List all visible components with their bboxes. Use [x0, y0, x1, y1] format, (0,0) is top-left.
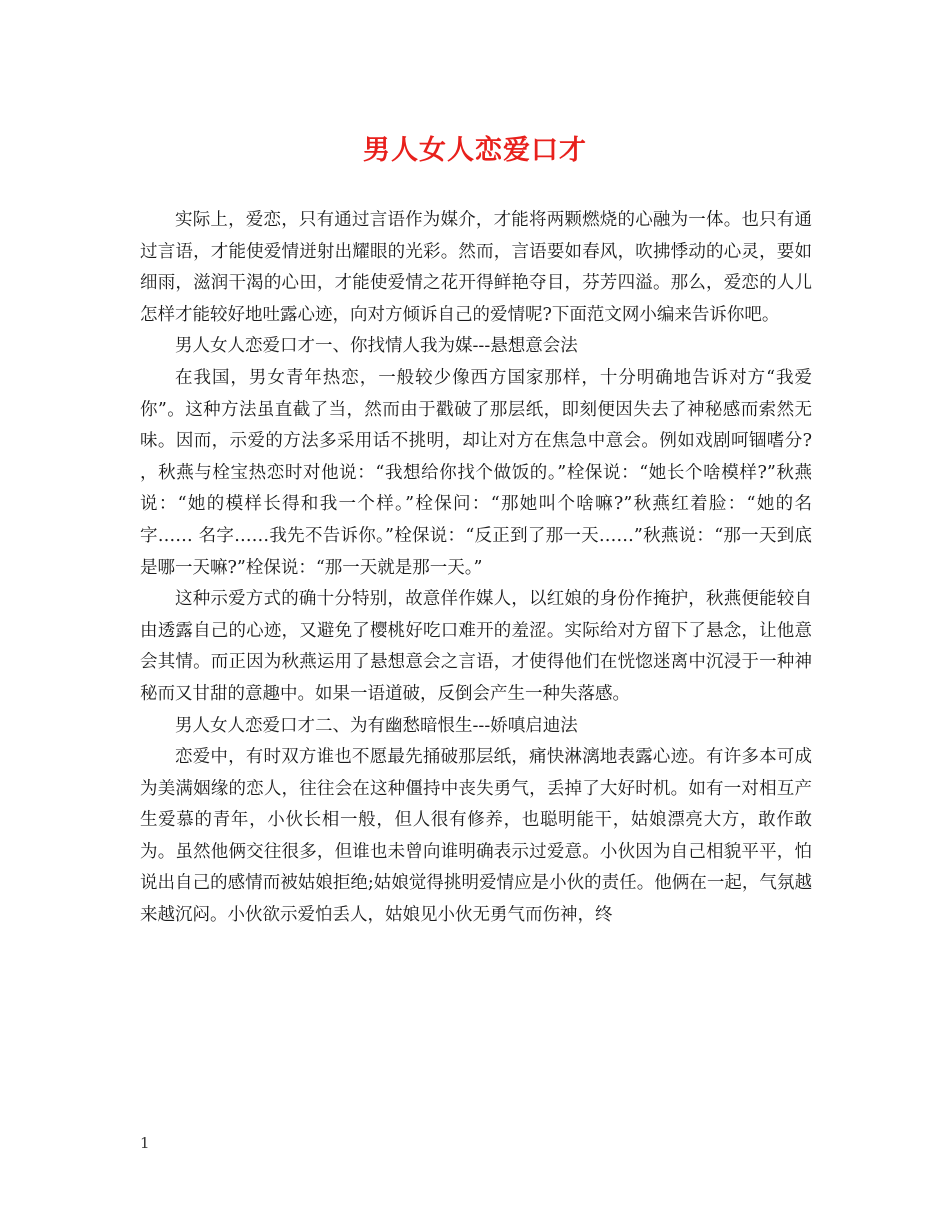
paragraph-intro: 实际上，爱恋，只有通过言语作为媒介，才能将两颗燃烧的心融为一体。也只有通过言语，才能使爱情迸射出耀眼的光彩。然而，言语要如春风，吹拂悸动的心灵，要如细雨，滋润干渴的心田，才能使爱情之花开得鲜艳夺目，芬芳四溢。那么，爱恋的人儿怎样才能较好地吐露心迹，向对方倾诉自己的爱情呢?下面范文网小编来告诉你吧。: [140, 210, 812, 325]
document-title: 男人女人恋爱口才: [363, 135, 587, 166]
paragraph: 这种示爱方式的确十分特别，故意佯作媒人，以红娘的身份作掩护，秋燕便能较自由透露自己的心迹，又避免了樱桃好吃口难开的羞涩。实际给对方留下了悬念，让他意会其情。而正因为秋燕运用了悬想意会之言语，才使得他们在恍惚迷离中沉浸于一种神秘而又甘甜的意趣中。如果一语道破，反倒会产生一种失落感。: [140, 589, 812, 704]
document-body: [140, 205, 812, 932]
section-heading-1: 男人女人恋爱口才一、你找情人我为媒---悬想意会法: [175, 336, 578, 357]
paragraph: 恋爱中，有时双方谁也不愿最先捅破那层纸，痛快淋漓地表露心迹。有许多本可成为美满姻缘的恋人，往往会在这种僵持中丧失勇气，丢掉了大好时机。如有一对相互产生爱慕的青年，小伙长相一般，但人很有修养，也聪明能干，姑娘漂亮大方，敢作敢为。虽然他俩交往很多，但谁也未曾向谁明确表示过爱意。小伙因为自己相貌平平，怕说出自己的感情而被姑娘拒绝;姑娘觉得挑明爱情应是小伙的责任。他俩在一起，气氛越来越沉闷。小伙欲示爱怕丢人，姑娘见小伙无勇气而伤神，终: [140, 747, 812, 926]
paragraph: 在我国，男女青年热恋，一般较少像西方国家那样，十分明确地告诉对方“我爱你”。这种方法虽直截了当，然而由于戳破了那层纸，即刻便因失去了神秘感而索然无味。因而，示爱的方法多采用话不挑明，却让对方在焦急中意会。例如戏剧呵锢嗜分? ，秋燕与栓宝热恋时对他说：“我想给你找个做饭的。”栓保说：“她长个啥模样?”秋燕说：“她的模样长得和我一个样。”栓保问：“那她叫个啥嘛?”秋燕红着脸：“她的名字…… 名字……我先不告诉你。”栓保说：“反正到了那一天……”秋燕说：“那一天到底是哪一天嘛?”栓保说：“那一天就是那一天。”: [140, 367, 812, 578]
section-heading-2: 男人女人恋爱口才二、为有幽愁暗恨生---娇嗔启迪法: [175, 715, 578, 736]
page-number: 1: [140, 1134, 150, 1152]
